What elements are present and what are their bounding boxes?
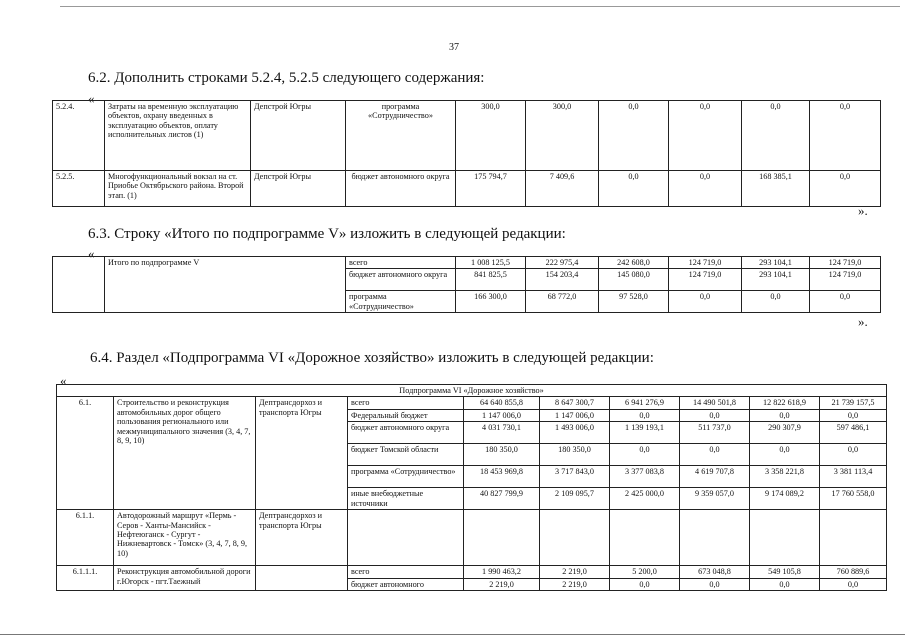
empty-cell: [680, 510, 750, 566]
cell-value: 180 350,0: [540, 444, 610, 466]
cell-value: 1 008 125,5: [456, 257, 526, 269]
cell-value: 3 717 843,0: [540, 466, 610, 488]
empty-cell: [256, 566, 348, 591]
row-source: всего: [348, 566, 464, 578]
cell-value: 3 377 083,8: [610, 466, 680, 488]
cell-value: 293 104,1: [742, 269, 810, 291]
row-executor: Депстрой Югры: [251, 171, 346, 207]
row-executor: Депстрой Югры: [251, 101, 346, 171]
cell-value: 293 104,1: [742, 257, 810, 269]
cell-value: 124 719,0: [669, 269, 742, 291]
cell-value: 2 109 095,7: [540, 488, 610, 510]
cell-value: 0,0: [599, 101, 669, 171]
cell-value: 0,0: [820, 409, 887, 421]
row-source: иные внебюджетные источники: [348, 488, 464, 510]
total-label: Итого по подпрограмме V: [105, 257, 346, 313]
cell-value: 168 385,1: [742, 171, 810, 207]
cell-value: 3 358 221,8: [750, 466, 820, 488]
cell-value: 14 490 501,8: [680, 397, 750, 409]
row-name: Многофункциональный вокзал на ст. Приобье Октябрьского района. Второй этап. (1): [105, 171, 251, 207]
cell-value: 0,0: [680, 578, 750, 590]
cell-value: 68 772,0: [526, 291, 599, 313]
cell-value: 597 486,1: [820, 422, 887, 444]
empty-cell: [540, 510, 610, 566]
close-quote: ».: [858, 203, 868, 218]
row-source: программа «Сотрудничество»: [346, 291, 456, 313]
cell-value: 511 737,0: [680, 422, 750, 444]
cell-value: 0,0: [669, 101, 742, 171]
open-quote: «: [88, 91, 95, 106]
row-source: бюджет автономного округа: [348, 422, 464, 444]
cell-value: 2 425 000,0: [610, 488, 680, 510]
cell-value: 4 619 707,8: [680, 466, 750, 488]
row-source: бюджет автономного округа: [346, 269, 456, 291]
row-source: Федеральный бюджет: [348, 409, 464, 421]
row-source: бюджет автономного: [348, 578, 464, 590]
cell-value: 145 080,0: [599, 269, 669, 291]
cell-value: 124 719,0: [669, 257, 742, 269]
cell-value: 2 219,0: [540, 578, 610, 590]
cell-value: 18 453 969,8: [464, 466, 540, 488]
cell-value: 673 048,8: [680, 566, 750, 578]
cell-value: 40 827 799,9: [464, 488, 540, 510]
cell-value: 0,0: [680, 444, 750, 466]
cell-value: 841 825,5: [456, 269, 526, 291]
cell-value: 549 105,8: [750, 566, 820, 578]
cell-value: 97 528,0: [599, 291, 669, 313]
open-quote: «: [88, 246, 95, 261]
cell-value: 9 174 089,2: [750, 488, 820, 510]
cell-value: 0,0: [669, 291, 742, 313]
close-quote: ».: [858, 314, 868, 329]
table-row: [53, 257, 881, 269]
cell-value: 17 760 558,0: [820, 488, 887, 510]
row-number: 5.2.5.: [53, 171, 105, 207]
cell-value: 175 794,7: [456, 171, 526, 207]
heading-6-2: 6.2. Дополнить строками 5.2.4, 5.2.5 следующего содержания:: [88, 70, 485, 86]
cell-value: 0,0: [750, 409, 820, 421]
cell-value: 0,0: [820, 444, 887, 466]
cell-value: 180 350,0: [464, 444, 540, 466]
cell-value: 124 719,0: [810, 257, 881, 269]
cell-value: 0,0: [610, 409, 680, 421]
row-name: Затраты на временную эксплуатацию объектов, охрану введенных в эксплуатацию объектов, оплату исполнительных листов (1): [105, 101, 251, 171]
cell-value: 0,0: [810, 291, 881, 313]
row-name: Автодорожный маршрут «Пермь - Серов - Ханты-Мансийск - Нефтеюганск - Сургут - Нижневартовск - Томск» (3, 4, 7, 8, 9, 10): [114, 510, 256, 566]
cell-value: 300,0: [526, 101, 599, 171]
empty-cell: [750, 510, 820, 566]
row-number: 6.1.: [57, 397, 114, 510]
cell-value: 0,0: [610, 578, 680, 590]
row-number: 6.1.1.: [57, 510, 114, 566]
row-number: 6.1.1.1.: [57, 566, 114, 591]
heading-6-3: 6.3. Строку «Итого по подпрограмме V» изложить в следующей редакции:: [88, 226, 566, 242]
cell-value: 0,0: [750, 578, 820, 590]
cell-value: 1 139 193,1: [610, 422, 680, 444]
cell-value: 0,0: [669, 171, 742, 207]
empty-cell: [820, 510, 887, 566]
row-source: всего: [348, 397, 464, 409]
empty-cell: [53, 257, 105, 313]
cell-value: 0,0: [810, 171, 881, 207]
cell-value: 0,0: [610, 444, 680, 466]
cell-value: 760 889,6: [820, 566, 887, 578]
cell-value: 1 990 463,2: [464, 566, 540, 578]
cell-value: 2 219,0: [540, 566, 610, 578]
cell-value: 9 359 057,0: [680, 488, 750, 510]
row-source: программа «Сотрудничество»: [346, 101, 456, 171]
cell-value: 1 147 006,0: [540, 409, 610, 421]
cell-value: 0,0: [810, 101, 881, 171]
cell-value: 1 493 006,0: [540, 422, 610, 444]
cell-value: 12 822 618,9: [750, 397, 820, 409]
row-executor: Дептрансдорхоз и транспорта Югры: [256, 510, 348, 566]
cell-value: 290 307,9: [750, 422, 820, 444]
cell-value: 3 381 113,4: [820, 466, 887, 488]
table-row: [57, 510, 887, 566]
row-name: Строительство и реконструкция автомобильных дорог общего пользования регионального или межмуниципального значения (3, 4, 7, 8, 9, 10): [114, 397, 256, 510]
empty-cell: [348, 510, 464, 566]
cell-value: 166 300,0: [456, 291, 526, 313]
cell-value: 5 200,0: [610, 566, 680, 578]
open-quote: «: [60, 373, 67, 388]
cell-value: 64 640 855,8: [464, 397, 540, 409]
cell-value: 21 739 157,5: [820, 397, 887, 409]
cell-value: 124 719,0: [810, 269, 881, 291]
cell-value: 300,0: [456, 101, 526, 171]
cell-value: 0,0: [820, 578, 887, 590]
row-source: программа «Сотрудничество»: [348, 466, 464, 488]
cell-value: 7 409,6: [526, 171, 599, 207]
empty-cell: [610, 510, 680, 566]
table-row: [57, 566, 887, 578]
cell-value: 4 031 730,1: [464, 422, 540, 444]
cell-value: 0,0: [742, 101, 810, 171]
cell-value: 0,0: [750, 444, 820, 466]
table-row: [53, 101, 881, 171]
cell-value: 8 647 300,7: [540, 397, 610, 409]
table-row: [57, 385, 887, 397]
table-row: [57, 397, 887, 409]
cell-value: 1 147 006,0: [464, 409, 540, 421]
cell-value: 2 219,0: [464, 578, 540, 590]
row-name: Реконструкция автомобильной дороги г.Югорск - пгт.Таежный: [114, 566, 256, 591]
row-executor: Дептрансдорхоз и транспорта Югры: [256, 397, 348, 510]
row-source: всего: [346, 257, 456, 269]
cell-value: 154 203,4: [526, 269, 599, 291]
empty-cell: [464, 510, 540, 566]
heading-6-4: 6.4. Раздел «Подпрограмма VI «Дорожное хозяйство» изложить в следующей редакции:: [90, 350, 654, 366]
cell-value: 0,0: [742, 291, 810, 313]
cell-value: 0,0: [680, 409, 750, 421]
table-row: [53, 171, 881, 207]
table-6-3: [52, 256, 881, 313]
row-number: 5.2.4.: [53, 101, 105, 171]
table-6-4: [56, 384, 887, 591]
table-6-2: [52, 100, 881, 207]
cell-value: 0,0: [599, 171, 669, 207]
row-source: бюджет автономного округа: [346, 171, 456, 207]
cell-value: 6 941 276,9: [610, 397, 680, 409]
page-number: 37: [449, 42, 459, 53]
subprogram-title: Подпрограмма VI «Дорожное хозяйство»: [57, 385, 887, 397]
cell-value: 242 608,0: [599, 257, 669, 269]
row-source: бюджет Томской области: [348, 444, 464, 466]
cell-value: 222 975,4: [526, 257, 599, 269]
